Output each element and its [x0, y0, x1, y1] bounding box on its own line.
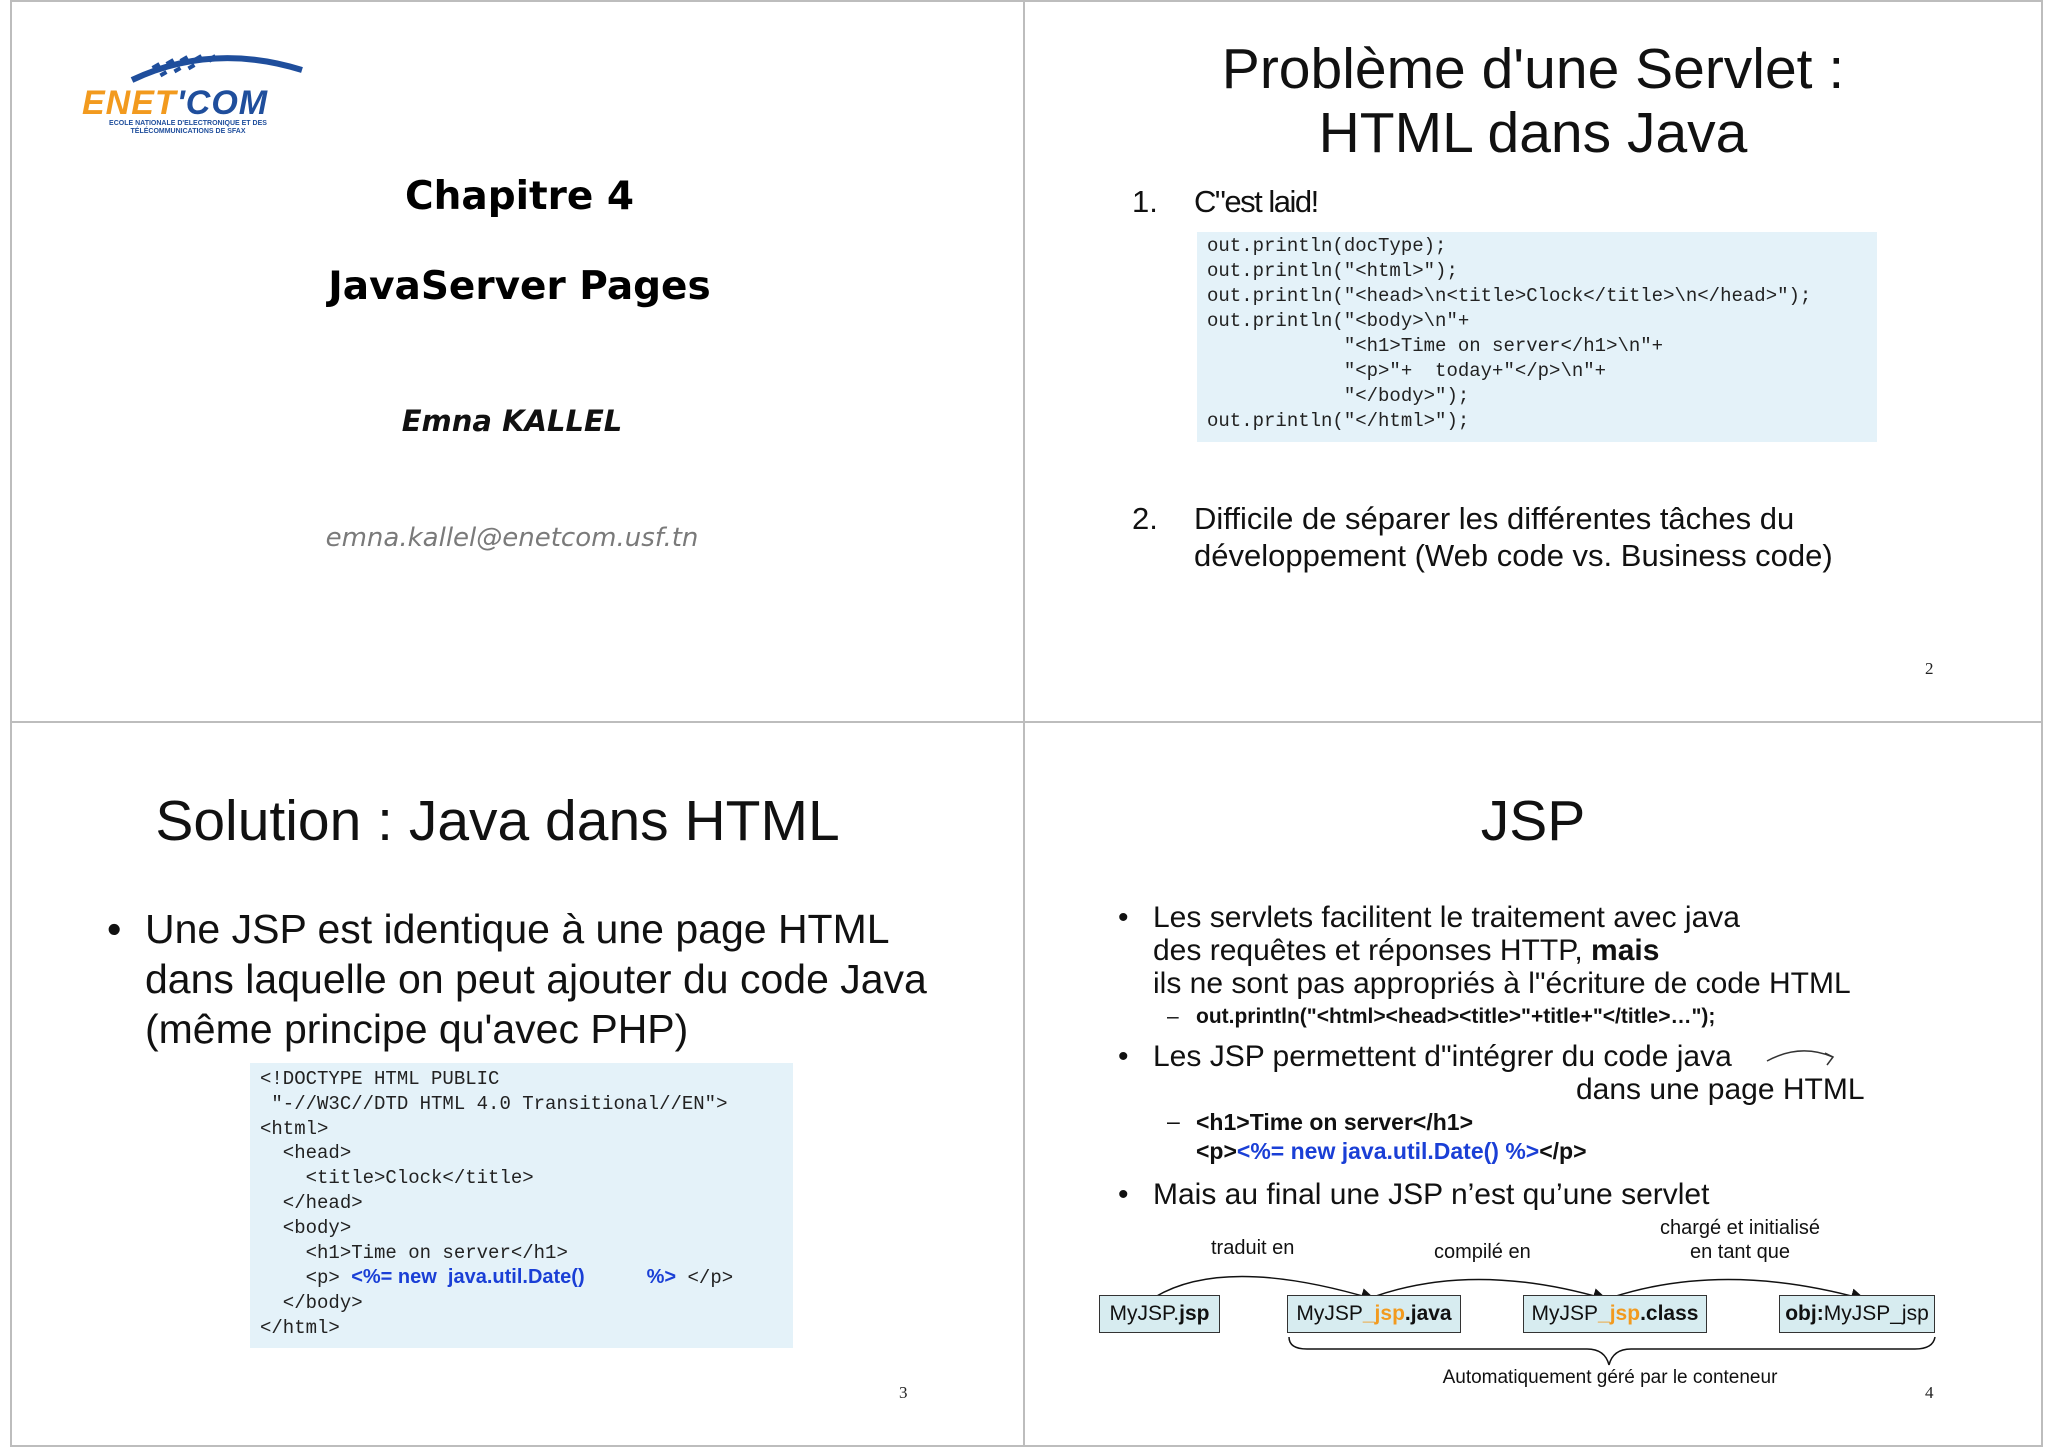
bullet-item-jsp [1118, 1040, 2018, 1106]
code-line: "</body>"); [1207, 385, 1470, 407]
brace-label: Automatiquement géré par le conteneur [1442, 1367, 1778, 1388]
flow-box-java-file [1287, 1295, 1461, 1333]
servlet-code-block [1197, 232, 1877, 442]
bullet-dot-icon: • [1118, 1040, 1129, 1073]
flow-label-line: en tant que [1689, 1241, 1791, 1263]
box-text-bold: .java [1404, 1302, 1452, 1325]
jsp-expression-close: %> [646, 1266, 677, 1289]
sub-bullet-println: out.println("<html><head><title>"+title+"</title>…"); [1196, 1005, 1716, 1028]
enetcom-logo [82, 50, 302, 140]
box-text-highlight: _jsp [1598, 1302, 1641, 1325]
code-line: <h1>Time on server</h1> [260, 1241, 568, 1264]
bullet-line: dans une page HTML [1576, 1073, 1865, 1106]
code-line: out.println("<body>\n"+ [1207, 310, 1470, 332]
numbered-item-2 [1132, 500, 2012, 580]
box-text: MyJSP [1296, 1302, 1363, 1325]
slide-title-line-2: HTML dans Java [1318, 101, 1748, 165]
box-text-bold: obj: [1785, 1302, 1824, 1325]
item-text-line-2: développement (Web code vs. Business code) [1194, 538, 1833, 573]
handout-sheet [10, 0, 2043, 1447]
box-text-highlight: _jsp [1362, 1302, 1405, 1325]
code-line: <head> [260, 1142, 352, 1165]
jsp-expression: <%= new java.util.Date() [351, 1266, 585, 1289]
bullet-dot-icon: • [1118, 1178, 1129, 1211]
slide-4-jsp [1025, 723, 2043, 1447]
code-line: </html> [260, 1316, 340, 1339]
code-line: out.println("</html>"); [1207, 410, 1470, 432]
box-text: MyJSP [1531, 1302, 1599, 1325]
box-text-bold: jsp [1179, 1302, 1210, 1325]
item-number: 1. [1132, 184, 1158, 219]
html-tag: <p> [1196, 1138, 1237, 1164]
author-name: Emna KALLEL [401, 404, 623, 438]
code-fragment: </p> [676, 1267, 734, 1290]
code-line-jsp-expression [260, 1265, 783, 1291]
flow-box-class-file [1523, 1295, 1707, 1333]
emphasis: mais [1591, 934, 1660, 967]
code-line: <html> [260, 1117, 329, 1140]
html-tag: </p> [1539, 1138, 1587, 1164]
bullet-item-final [1118, 1178, 2018, 1211]
sub-bullet-jsp-example [1196, 1108, 1587, 1166]
flow-box-jsp-file [1099, 1295, 1220, 1333]
slide-2-servlet-problem [1025, 0, 2043, 723]
bullet-line: Les servlets facilitent le traitement avec java [1153, 901, 1740, 934]
slide-title: JSP [1480, 789, 1586, 853]
chapter-label: Chapitre 4 [404, 174, 635, 219]
code-line: "<h1>Time on server</h1>\n"+ [1207, 335, 1664, 357]
chapter-title: JavaServer Pages [328, 264, 711, 309]
numbered-item-1 [1132, 183, 2012, 223]
bullet-dot-icon: • [1118, 901, 1129, 934]
jsp-code-block [250, 1063, 793, 1348]
item-text-line-1: Difficile de séparer les différentes tâches du [1194, 501, 1795, 536]
sub-bullet-dash: – [1167, 1108, 1180, 1134]
jsp-expression: <%= new java.util.Date() %> [1236, 1138, 1540, 1164]
code-line: </head> [260, 1191, 363, 1214]
bullet-line: Une JSP est identique à une page HTML [145, 906, 890, 952]
box-text-bold: .class [1640, 1302, 1699, 1325]
code-line: out.println(docType); [1207, 235, 1447, 257]
slide-title: Solution : Java dans HTML [155, 789, 840, 853]
code-line: </body> [260, 1292, 363, 1315]
flow-label-line: chargé et initialisé [1659, 1217, 1821, 1239]
code-line: <body> [260, 1216, 352, 1239]
bullet-dot-icon: • [107, 906, 122, 952]
slide-1-title [10, 0, 1025, 723]
example-line [1196, 1137, 1587, 1166]
page-number: 2 [1925, 659, 1934, 678]
bullet-text [145, 904, 1007, 1054]
slide-title-line-1: Problème d'une Servlet : [1221, 37, 1845, 101]
logo-wordmark: ENET'COM [82, 84, 269, 122]
page-number: 4 [1925, 1383, 1934, 1402]
flow-label-compiled: compilé en [1434, 1241, 1531, 1263]
item-text: C"est laid! [1194, 184, 1318, 219]
author-email: emna.kallel@enetcom.usf.tn [325, 523, 699, 553]
code-line: <title>Clock</title> [260, 1167, 534, 1190]
bullet-item-servlets [1118, 901, 2018, 1000]
code-line: "<p>"+ today+"</p>\n"+ [1207, 360, 1607, 382]
bullet-line: (même principe qu'avec PHP) [145, 1006, 689, 1052]
slide-3-solution [10, 723, 1025, 1447]
flow-box-object [1779, 1295, 1935, 1333]
curved-arrow-icon [1765, 1043, 1845, 1073]
code-line: <!DOCTYPE HTML PUBLIC [260, 1068, 500, 1090]
code-line: out.println("<head>\n<title>Clock</title>\n</head>"); [1207, 285, 1812, 307]
bullet-line: Mais au final une JSP n’est qu’une servlet [1153, 1178, 1710, 1211]
box-text: MyJSP. [1109, 1302, 1180, 1325]
code-line: "-//W3C//DTD HTML 4.0 Transitional//EN"> [260, 1092, 728, 1115]
text-fragment: des requêtes et réponses HTTP, [1153, 934, 1592, 967]
bullet-line: ils ne sont pas appropriés à l"écriture de code HTML [1153, 967, 1851, 1000]
bullet-line: Les JSP permettent d"intégrer du code java [1153, 1040, 1732, 1073]
example-line: <h1>Time on server</h1> [1196, 1109, 1474, 1135]
slide-title [1025, 37, 2041, 165]
page-number: 3 [899, 1383, 908, 1402]
sub-bullet-dash: – [1167, 1005, 1179, 1028]
code-fragment: <p> [260, 1267, 352, 1290]
flow-label-translated: traduit en [1211, 1237, 1295, 1259]
item-number: 2. [1132, 501, 1158, 536]
logo-subtitle: ECOLE NATIONALE D'ELECTRONIQUE ET DES TÉLÉCOMMUNICATIONS DE SFAX [109, 120, 267, 135]
box-text: MyJSP_jsp [1823, 1302, 1929, 1325]
code-line: out.println("<html>"); [1207, 260, 1458, 282]
bullet-item [107, 904, 1007, 1054]
bullet-line [1153, 934, 2018, 967]
bullet-line: dans laquelle on peut ajouter du code Java [145, 956, 927, 1002]
